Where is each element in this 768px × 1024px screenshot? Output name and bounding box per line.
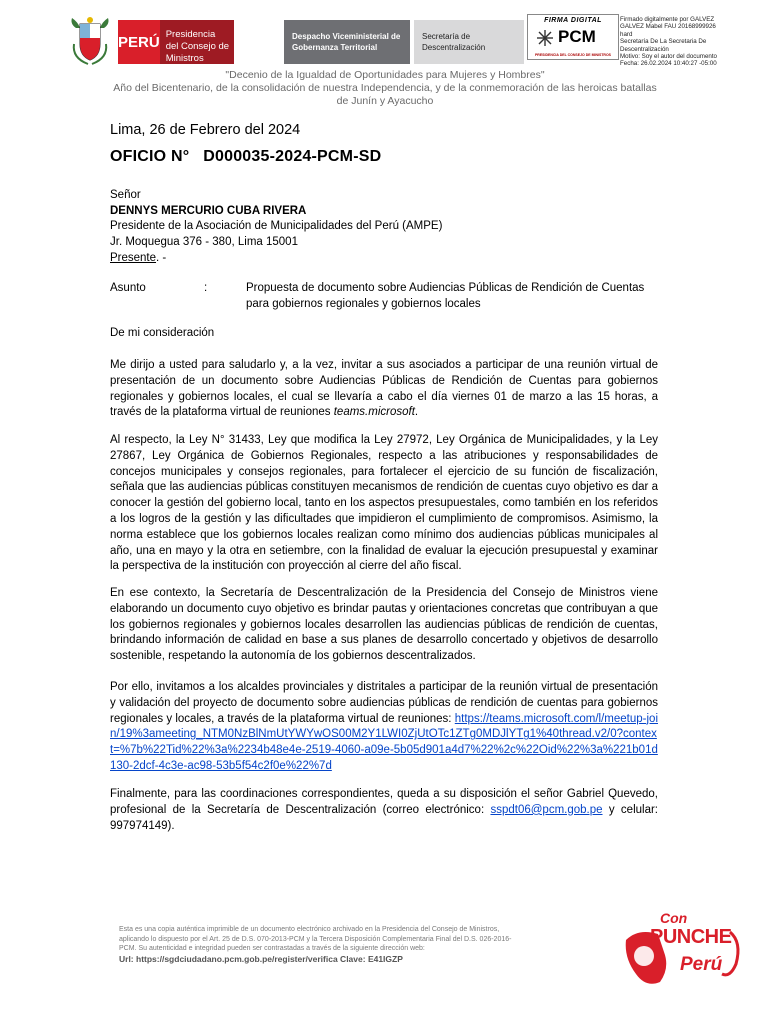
year-motto: "Decenio de la Igualdad de Oportunidades para Mujeres y Hombres" Año del Bicentenario, de la consolidación de nuestra Independencia, y de la conmemoración de las heroicas batallas de Junín y Ayacucho — [113, 69, 657, 107]
coat-of-arms-icon — [68, 14, 112, 66]
recipient-title: Presidente de la Asociación de Municipalidades del Perú (AMPE) — [110, 220, 443, 233]
verification-url-line: Url: https://sgdciudadano.pcm.gob.pe/register/verifica Clave: E41IGZP — [119, 953, 403, 964]
authenticity-footer: Esta es una copia auténtica imprimible de un documento electrónico archivado en la Presidencia del Consejo de Ministros, aplicando lo dispuesto por el Art. 25 de D.S. 070-2013-PCM y la Tercera Disposición Complementaria Final del D.S. 026-2016- PCM. Su autenticidad e integridad pueden ser contrastadas a través de la siguiente dirección web: Url: https://sgdciudadano.pcm.gob.pe/register/verifica Clave: E41IGZP — [119, 925, 589, 964]
paragraph-contact: Finalmente, para las coordinaciones correspondientes, queda a su disposición el señor Gabriel Quevedo, profesional de la Secretaría de Descentralización (correo electrónico: sspdt06@pcm.gob.pe y celular: 997974149). — [110, 788, 658, 832]
presidencia-label: Presidencia del Consejo de Ministros — [165, 29, 230, 64]
salutation: Señor — [110, 189, 141, 201]
peru-label: PERÚ — [118, 20, 160, 64]
letter-date: Lima, 26 de Febrero del 2024 — [110, 122, 301, 138]
oficio-number: OFICIO N° D000035-2024-PCM-SD — [110, 148, 382, 165]
signature-details: Firmado digitalmente por GALVEZ GALVEZ Mabel FAU 20168999926 hard Secretaría De La Secretaria De Descentralización Motivo: Soy el autor del documento Fecha: 26.02.2024 10:40:27 -05:00 — [620, 16, 717, 68]
despacho-label: Despacho Viceministerial de Gobernanza Territorial — [284, 20, 410, 64]
recipient-address: Jr. Moquegua 376 - 380, Lima 15001 — [110, 236, 298, 249]
logo-punche-text: PUNCHE — [650, 926, 732, 948]
document-header — [66, 14, 756, 66]
subject-colon: : — [204, 282, 208, 294]
paragraph-context: En ese contexto, la Secretaría de Descentralización de la Presidencia del Consejo de Ministros viene elaborando un documento cuyo objetivo es brindar pautas y orientaciones concretas que contribuyan a que los gobiernos regionales y gobiernos locales desarrollen las audiencias públicas de rendición de cuentas, brindando información de calidad en base a sus planes de desarrollo concertado y objetivos de desarrollo sostenible, respetando la autonomía de los gobiernos descentralizados. — [110, 587, 658, 663]
presente-line: Presente. - — [110, 251, 167, 264]
con-punche-peru-logo — [618, 912, 748, 992]
recipient-name: DENNYS MERCURIO CUBA RIVERA — [110, 204, 307, 217]
peru-brand-block — [118, 20, 234, 64]
logo-peru-text: Perú — [680, 954, 723, 975]
signature-subtitle: PRESIDENCIA DEL CONSEJO DE MINISTROS — [534, 53, 612, 57]
signature-title: FIRMA DIGITAL — [544, 17, 602, 24]
subject-label: Asunto — [110, 282, 146, 294]
teams-meeting-link[interactable]: https://teams.microsoft.com/l/meetup-join/19%3ameeting_NTM0NzBlNmUtYWYwOS00M2Y1LWI0ZjUtOTc1ZTg0MDJlYTg1%40thread.v2/0?context=%7b%22Tid%22%3a%2234b48e4e-2519-4060-a09e-5b05d901a4d7%22%2c%22Oid%22%3a%221b01d130-2dcf-4c3e-ac98-53b5f54c2f0e%22%7d — [110, 712, 658, 772]
recipient-block — [110, 188, 442, 267]
paragraph-invitation: Me dirijo a usted para saludarlo y, a la vez, invitar a sus asociados a participar de una reunión virtual de presentación de un documento sobre Audiencias Públicas de Rendición de Cuentas para gobiernos regionales y gobiernos locales, el cual se llevaría a cabo el día viernes 01 de marzo a las 15 horas, a través de la plataforma virtual de reuniones teams.microsoft. — [110, 359, 658, 419]
paragraph-meeting-link: Por ello, invitamos a los alcaldes provinciales y distritales a participar de la reunión virtual de presentación y validación del proyecto de documento sobre audiencias públicas de rendición de cuentas para gobiernos regionales y locales, a través de la plataforma virtual de reuniones: https://teams.microsoft.com/l/meetup-join/19%3ameeting_NTM0NzBlNmUtYWYwOS00M2Y1LWI0ZjUtOTc1ZTg0MDJlYTg1%40thread.v2/0?context=%7b%22Tid%22%3a%2234b48e4e-2519-4060-a09e-5b05d901a4d7%22%2c%22Oid%22%3a%221b01d130-2dcf-4c3e-ac98-53b5f54c2f0e%22%7d — [110, 681, 658, 772]
logo-con-text: Con — [660, 910, 688, 926]
contact-email-link[interactable]: sspdt06@pcm.gob.pe — [490, 803, 603, 816]
signature-logo-text: PCM — [558, 27, 596, 46]
secretaria-label: Secretaría de Descentralización — [414, 20, 524, 64]
paragraph-law: Al respecto, la Ley N° 31433, Ley que modifica la Ley 27972, Ley Orgánica de Municipalidades, y la Ley 27867, Ley Orgánica de Gobiernos Regionales, respecto a las atribuciones y responsabilidades de concejos municipales y consejos regionales, para fortalecer el ejercicio de su función de fiscalización, señala que las audiencias públicas constituyen mecanismos de rendición de cuentas cuyo objetivo es dar a conocer la gestión del gobierno local, tanto en los aspectos presupuestales, como también en los referidos a los logros de la gestión y las dificultades que impidieron el cumplimiento de compromisos. Asimismo, la norma establece que los gobiernos locales realizan como mínimo dos audiencias públicas municipales al año, una en mayo y la otra en setiembre, con la finalidad de evaluar la ejecución presupuestal y examinar la perspectiva de la institución con proyección al cierre del año fiscal. — [110, 434, 658, 573]
subject-text: Propuesta de documento sobre Audiencias Públicas de Rendición de Cuentas para gobiernos regionales y gobiernos locales — [246, 282, 645, 310]
verification-url-link[interactable]: https://sgdciudadano.pcm.gob.pe/register/verifica — [136, 953, 338, 964]
greeting: De mi consideración — [110, 327, 215, 339]
verification-key: E41IGZP — [367, 953, 403, 964]
pcm-star-icon — [536, 29, 554, 47]
digital-signature-stamp — [527, 14, 619, 60]
